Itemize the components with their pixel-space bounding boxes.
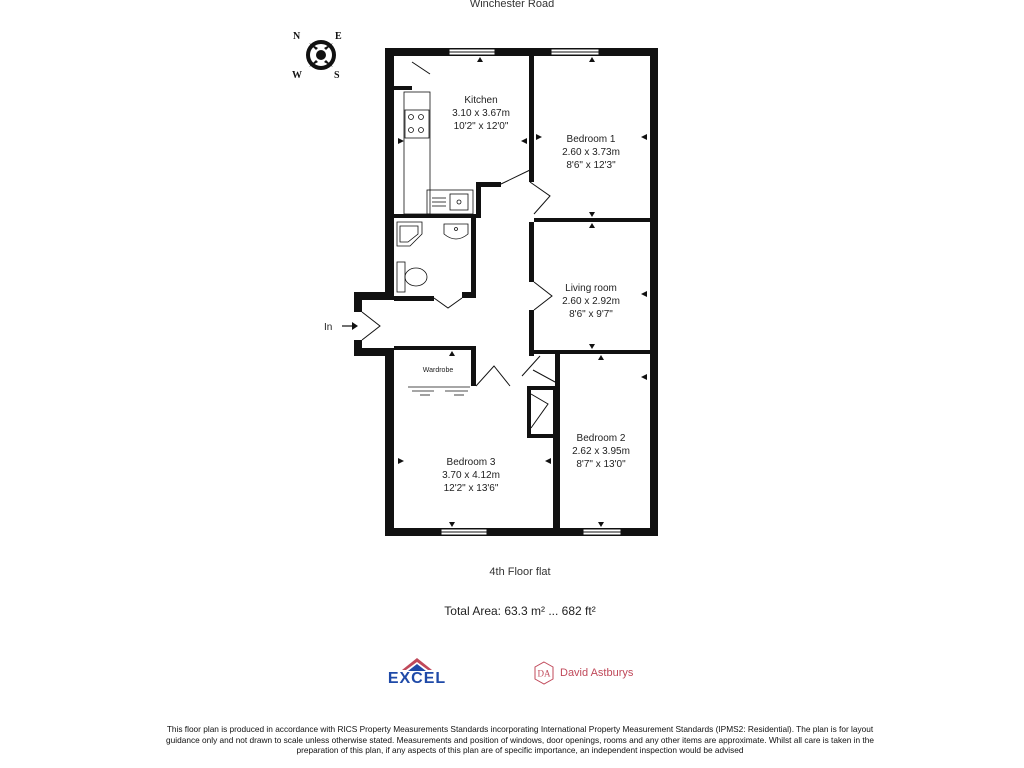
living-metric: 2.60 x 2.92m — [562, 296, 620, 307]
wardrobe-label: Wardrobe — [422, 367, 454, 374]
bathroom-fixtures — [397, 222, 468, 292]
wardrobe-fixture — [408, 387, 470, 395]
bedroom2-name: Bedroom 2 — [576, 433, 626, 444]
astbury-logo-text: David Astburys — [560, 667, 634, 679]
entry-label: In — [324, 322, 333, 333]
street-name: Winchester Road — [469, 0, 555, 10]
bedroom2-metric: 2.62 x 3.95m — [572, 446, 630, 457]
excel-logo — [378, 656, 456, 690]
room-kitchen — [452, 95, 510, 132]
room-bedroom-2 — [572, 433, 630, 470]
bedroom1-name: Bedroom 1 — [566, 134, 616, 145]
astbury-mark-icon — [532, 661, 556, 685]
living-name: Living room — [565, 283, 617, 294]
floor-label: 4th Floor flat — [489, 566, 551, 578]
kitchen-metric: 3.10 x 3.67m — [452, 108, 510, 119]
room-bedroom-1 — [562, 134, 620, 171]
entry-arrow-icon — [342, 322, 358, 330]
astbury-mark-text: DA — [537, 668, 551, 679]
bedroom2-imperial: 8'7" x 13'0" — [576, 459, 626, 470]
kitchen-name: Kitchen — [464, 95, 498, 106]
compass-south: S — [334, 70, 340, 81]
bedroom3-imperial: 12'2" x 13'6" — [443, 483, 499, 494]
bedroom3-metric: 3.70 x 4.12m — [442, 470, 500, 481]
room-bedroom-3 — [442, 457, 500, 494]
bedroom1-metric: 2.60 x 3.73m — [562, 147, 620, 158]
compass-icon — [292, 31, 342, 81]
bedroom3-name: Bedroom 3 — [446, 457, 496, 468]
compass-west: W — [292, 70, 302, 81]
compass-north: N — [293, 31, 301, 42]
compass-east: E — [335, 31, 342, 42]
excel-logo-text: EXCEL — [387, 670, 447, 687]
living-imperial: 8'6" x 9'7" — [569, 309, 613, 320]
astbury-logo — [530, 660, 650, 686]
room-living — [562, 283, 620, 320]
total-area: Total Area: 63.3 m² ... 682 ft² — [444, 604, 596, 618]
disclaimer: This floor plan is produced in accordance with RICS Property Measurements Standards incorporating International Property Measurement Standards (IPMS2: Residential). The plan is for layout guidance only and not drawn to scale unless otherwise stated. Measurements and position of windows, door openings, rooms and any other items are approximate. Whilst all care is taken in the preparation of this plan, if any aspects of this plan are of specific importance, an independent inspection would be advised — [166, 724, 874, 756]
kitchen-imperial: 10'2" x 12'0" — [453, 121, 509, 132]
bedroom1-imperial: 8'6" x 12'3" — [566, 160, 616, 171]
